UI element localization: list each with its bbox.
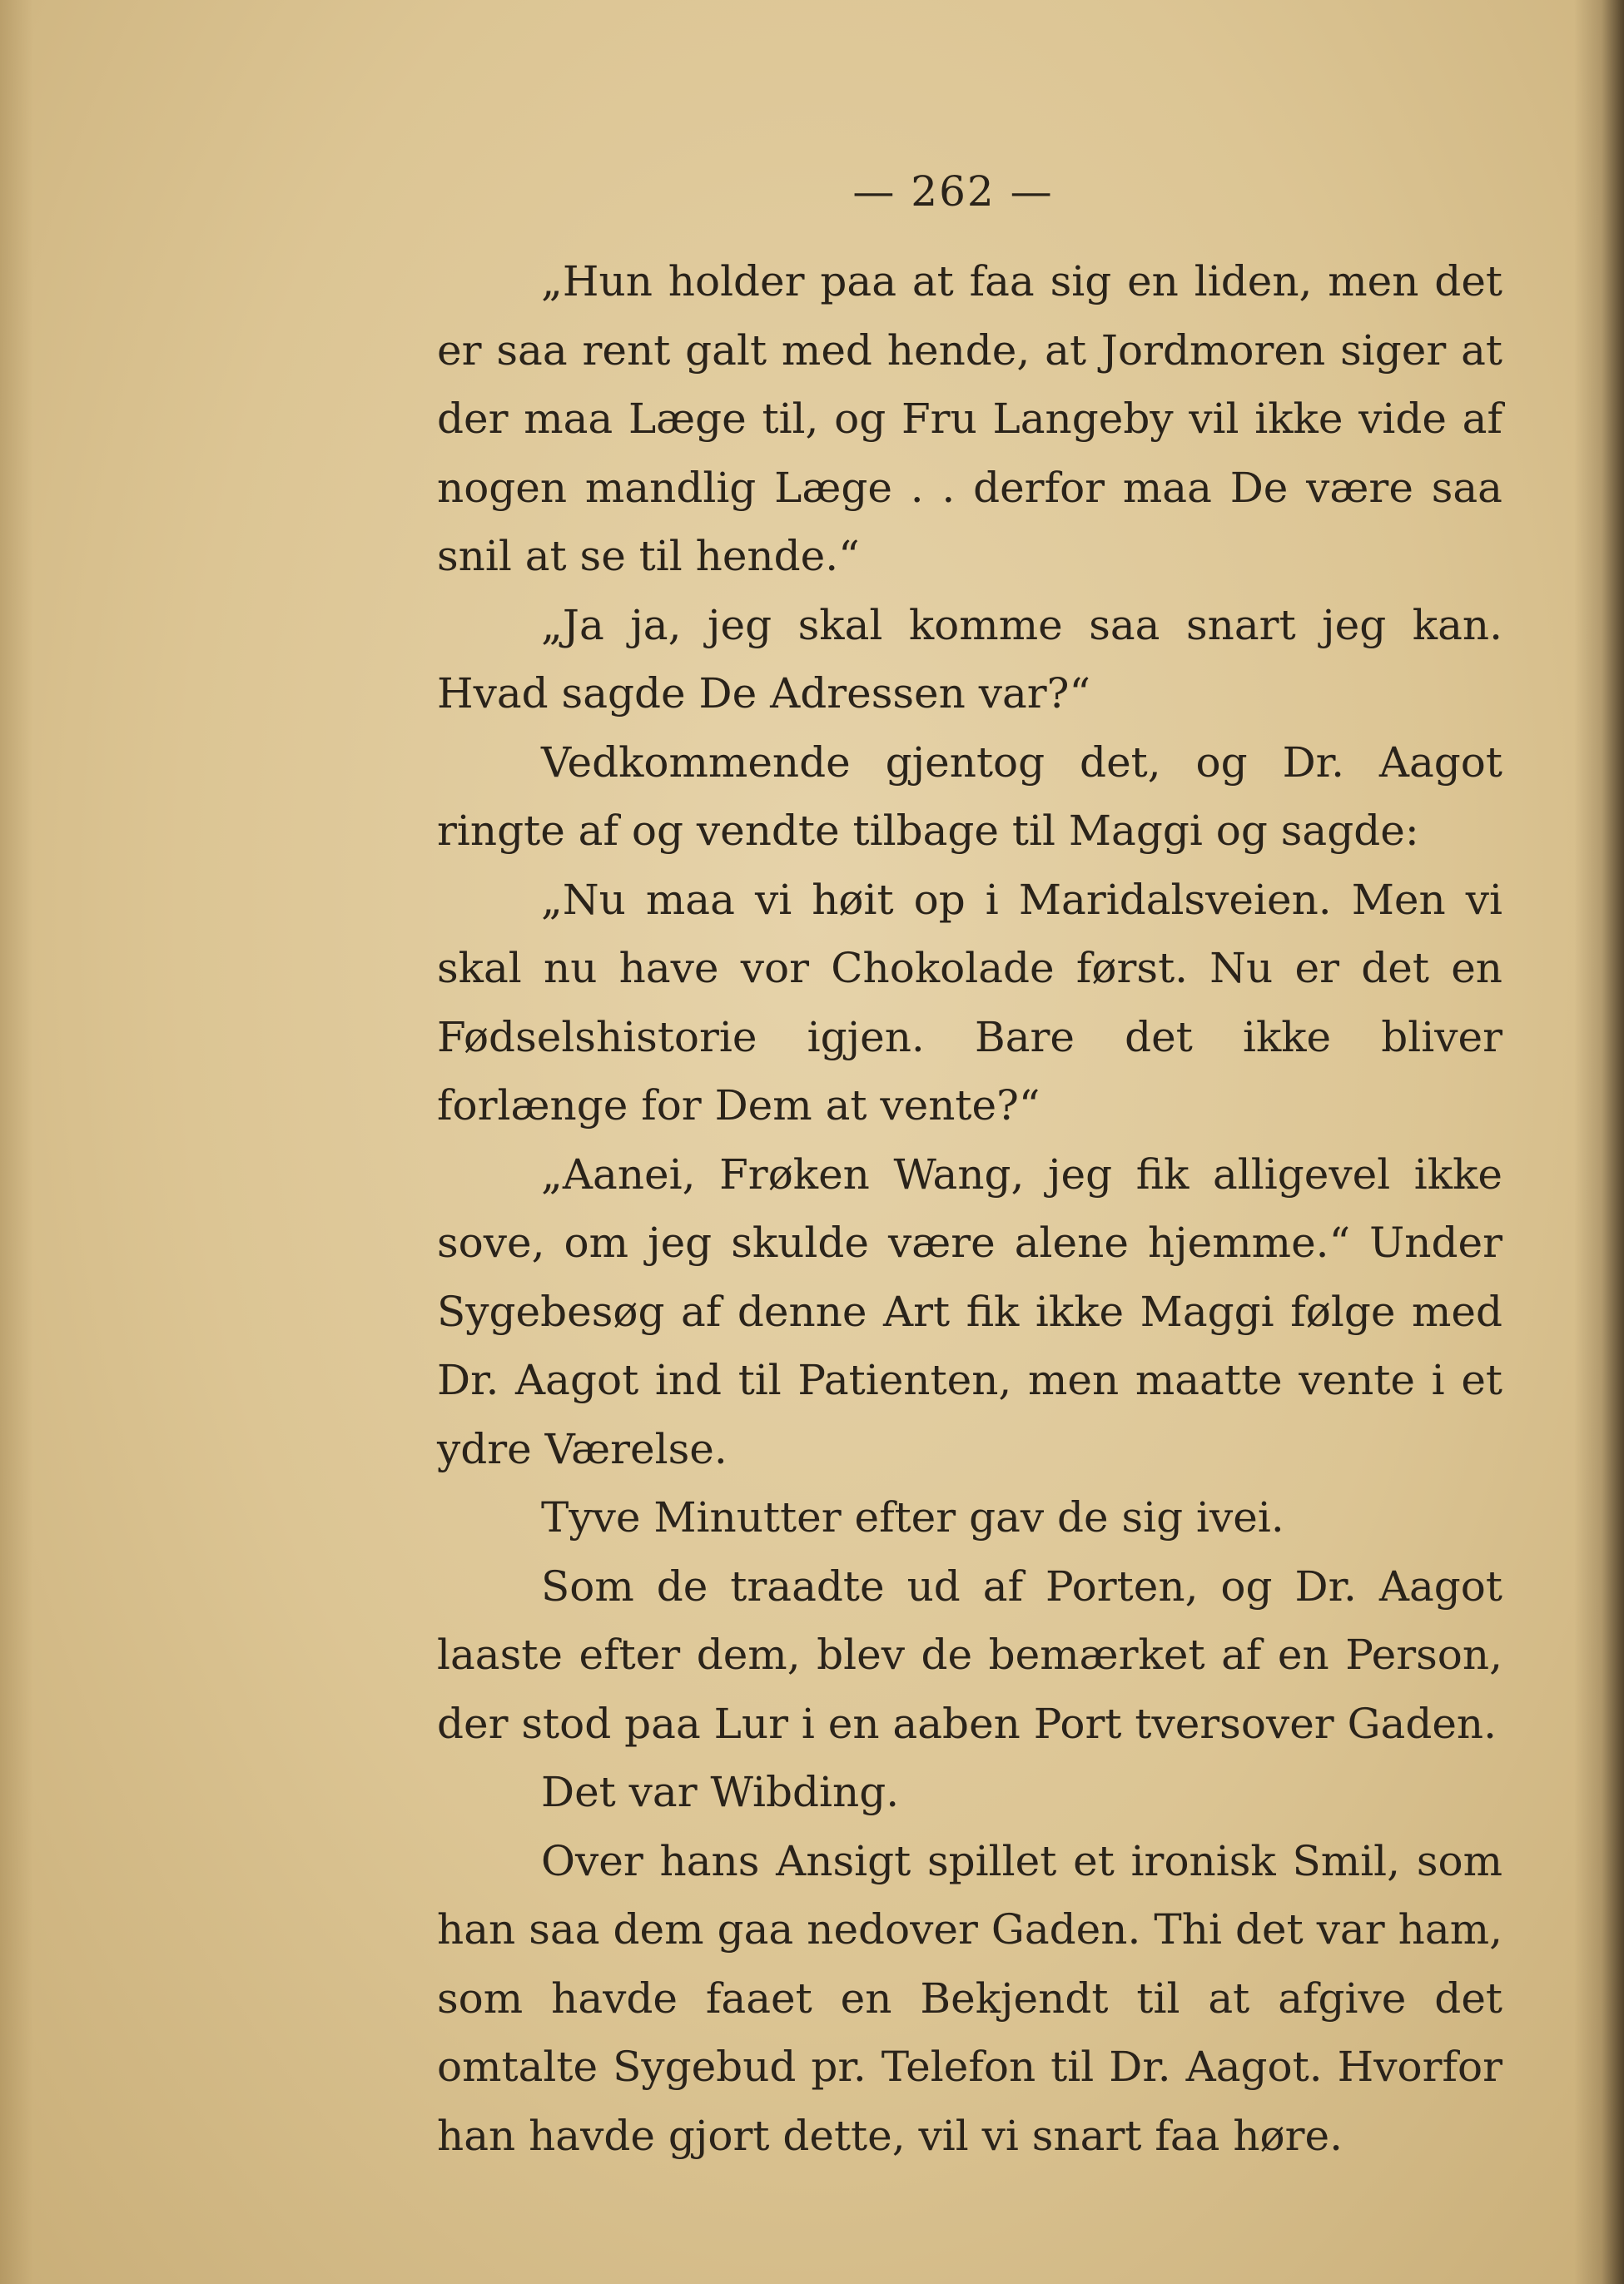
paragraph-1: „Hun holder paa at faa sig en liden, men det er saa rent galt med hende, at Jordmoren siger at der maa Læge til, og Fru Langeby vil ikke vide af nogen mandlig Læge . . derfor maa De være saa snil at se til hende.“ [437, 257, 1502, 580]
paragraph-3: Vedkommende gjentog det, og Dr. Aagot ringte af og vendte tilbage til Maggi og sagde: [437, 737, 1502, 855]
binding-shadow [1574, 0, 1624, 2284]
paragraph-6: Tyve Minutter efter gav de sig ivei. [541, 1493, 1284, 1542]
body-text [437, 247, 1502, 2170]
paragraph-7: Som de traadte ud af Porten, og Dr. Aagot laaste efter dem, blev de bemærket af en Person, der stod paa Lur i en aaben Port tversover Gaden. [437, 1562, 1502, 1748]
paragraph-2: „Ja ja, jeg skal komme saa snart jeg kan. Hvad sagde De Adressen var?“ [437, 600, 1502, 717]
book-page [437, 162, 1502, 2170]
paragraph-9: Over hans Ansigt spillet et ironisk Smil, som han saa dem gaa nedover Gaden. Thi det var ham, som havde faaet en Bekjendt til at afgive det omtalte Sygebud pr. Telefon til Dr. Aagot. Hvorfor han havde gjort dette, vil vi snart faa høre. [437, 1836, 1502, 2160]
paragraph-5: „Aanei, Frøken Wang, jeg fik alligevel ikke sove, om jeg skulde være alene hjemme.“ Under Sygebesøg af denne Art fik ikke Maggi følge med Dr. Aagot ind til Patienten, men maatte vente i et ydre Værelse. [437, 1149, 1502, 1473]
paragraph-8: Det var Wibding. [541, 1768, 900, 1816]
page-edge-left [0, 0, 33, 2284]
page-number: — 262 — [852, 167, 1054, 216]
paragraph-4: „Nu maa vi høit op i Maridalsveien. Men vi skal nu have vor Chokolade først. Nu er det en Fødselshistorie igjen. Bare det ikke bliver forlænge for Dem at vente?“ [437, 875, 1502, 1130]
